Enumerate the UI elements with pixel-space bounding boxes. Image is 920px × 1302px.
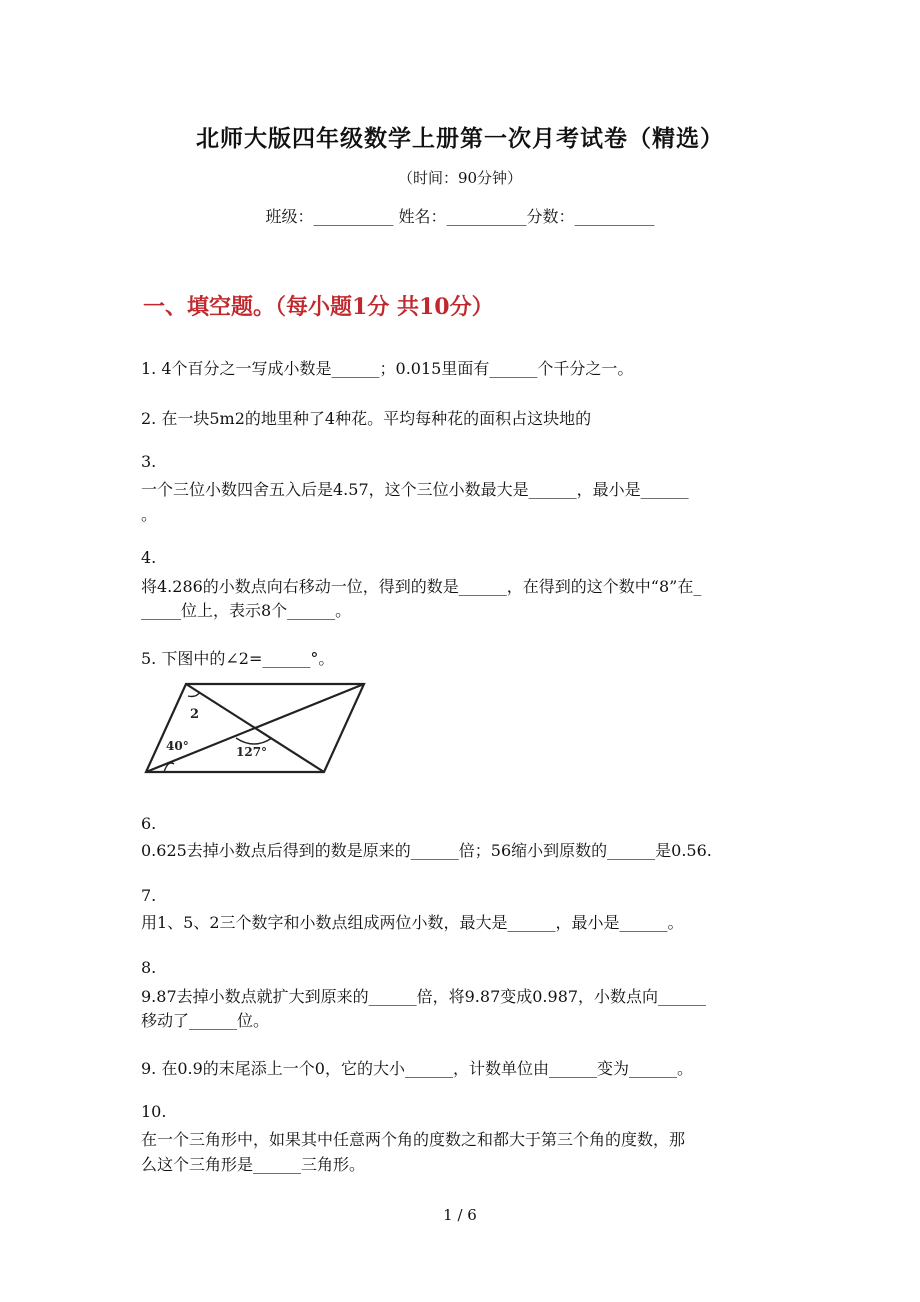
section-title-fill-blank: 一、填空题。（每小题1分 共10分） [143,294,494,320]
angle-40-label: 40° [166,739,189,753]
question-4-line-1: 将4.286的小数点向右移动一位，得到的数是______，在得到的这个数中“8”在_ [141,577,702,596]
question-5: 5. 下图中的∠2=______°。 [141,649,335,668]
angle-2-label: 2 [190,707,200,722]
question-4-line-2: _____位上，表示8个______。 [141,601,352,620]
exam-duration: （时间：90分钟） [397,169,523,187]
question-3-line-2: 。 [141,505,158,524]
angle-127-arc [236,738,272,744]
question-7-number: 7. [141,886,157,905]
page-title: 北师大版四年级数学上册第一次月考试卷（精选） [196,125,724,152]
question-10-line-1: 在一个三角形中，如果其中任意两个角的度数之和都大于第三个角的度数，那 [141,1130,686,1149]
question-10-line-2: 么这个三角形是______三角形。 [141,1155,366,1174]
question-1: 1. 4个百分之一写成小数是______；0.015里面有______个千分之一。 [141,359,634,378]
page-number: 1 / 6 [443,1206,477,1224]
question-10-number: 10. [141,1102,167,1121]
question-4-number: 4. [141,548,157,567]
question-2: 2. 在一块5m2的地里种了4种花。平均每种花的面积占这块地的 [141,409,592,428]
parallelogram-figure [138,678,370,778]
question-6-number: 6. [141,814,157,833]
question-8-line-1: 9.87去掉小数点就扩大到原来的______倍，将9.87变成0.987，小数点向______ [141,987,707,1006]
question-8-number: 8. [141,958,157,977]
question-6-line-1: 0.625去掉小数点后得到的数是原来的______倍；56缩小到原数的______是0.56. [141,841,712,860]
question-8-line-2: 移动了______位。 [141,1011,270,1030]
question-7-line-1: 用1、5、2三个数字和小数点组成两位小数，最大是______，最小是______。 [141,913,684,932]
angle-127-label: 127° [236,745,268,759]
question-3-number: 3. [141,452,157,471]
question-3-line-1: 一个三位小数四舍五入后是4.57，这个三位小数最大是______，最小是______ [141,480,689,499]
question-9: 9. 在0.9的末尾添上一个0，它的大小______，计数单位由______变为______。 [141,1059,693,1078]
student-info-line: 班级：__________ 姓名：__________分数：__________ [265,207,655,226]
